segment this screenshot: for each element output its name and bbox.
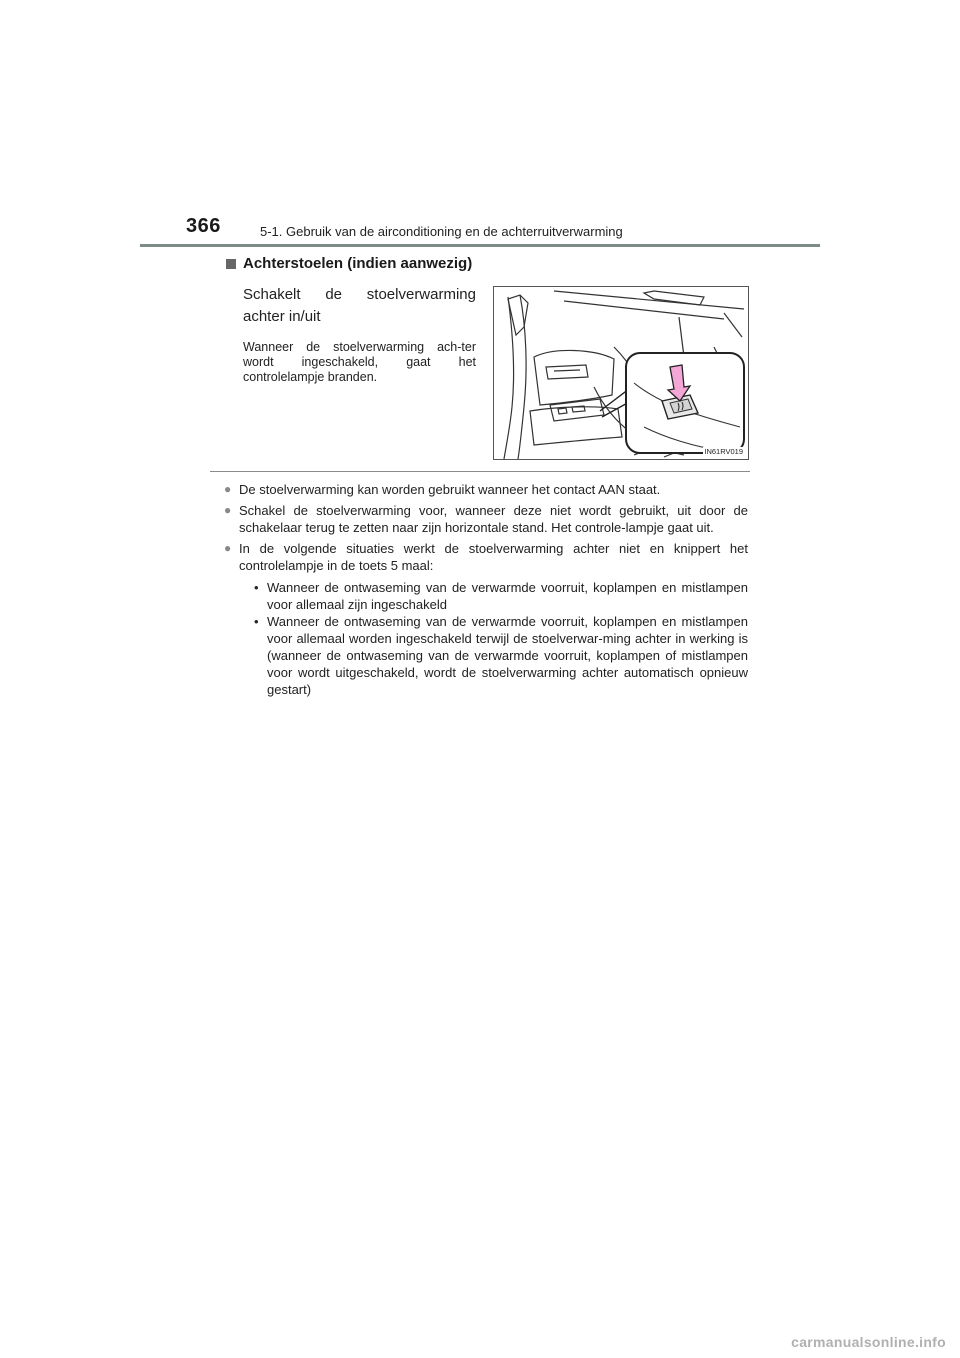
sub-item-text: Wanneer de ontwaseming van de verwarmde voorruit, koplampen en mistlampen voor allemaal worden ingeschakeld terwijl de stoelverwar-ming achter in werking is (wanneer de ontwaseming van de verwarmde voorruit, koplampen of mistlampen voor wordt uitgeschakeld, wordt de stoelverwarming achter automatisch opnieuw gestart) — [267, 614, 748, 697]
note-item — [224, 502, 748, 536]
sub-item-text: Wanneer de ontwaseming van de verwarmde voorruit, koplampen en mistlampen voor allemaal zijn ingeschakeld — [267, 580, 748, 612]
note-text: In de volgende situaties werkt de stoelverwarming achter niet en knippert het controlelampje in de toets 5 maal: — [239, 541, 748, 573]
bullet-icon: ● — [224, 503, 232, 517]
section-divider — [210, 471, 750, 472]
step-description: Wanneer de stoelverwarming ach-ter wordt ingeschakeld, gaat het controlelampje branden. — [243, 340, 476, 384]
page-number: 366 — [186, 215, 221, 237]
seat-heater-illustration — [493, 286, 749, 460]
note-item — [224, 481, 748, 498]
section-heading-text: Achterstoelen (indien aanwezig) — [243, 255, 473, 272]
section-heading — [226, 255, 472, 272]
sub-list-item — [254, 579, 748, 613]
note-item — [224, 540, 748, 698]
header-divider — [140, 244, 820, 247]
figure-code: IN61RV019 — [704, 447, 743, 456]
step-title: Schakelt de stoelverwarming achter in/uit — [243, 286, 476, 325]
sub-bullet-icon: • — [254, 614, 259, 629]
sub-list-item — [254, 613, 748, 698]
bullet-icon: ● — [224, 482, 232, 496]
sub-bullet-icon: • — [254, 580, 259, 595]
notes-list — [224, 481, 748, 702]
note-text: Schakel de stoelverwarming voor, wanneer deze niet wordt gebruikt, uit door de schakelaar terug te zetten naar zijn horizontale stand. Het controle-lampje gaat uit. — [239, 503, 748, 535]
watermark: carmanualsonline.info — [791, 1334, 946, 1350]
note-body — [239, 540, 748, 698]
square-icon — [226, 259, 236, 269]
bullet-icon: ● — [224, 541, 232, 555]
car-interior-drawing — [494, 287, 748, 459]
note-text: De stoelverwarming kan worden gebruikt wanneer het contact AAN staat. — [239, 482, 661, 497]
sub-list — [254, 579, 748, 698]
chapter-title: 5-1. Gebruik van de airconditioning en de achterruitverwarming — [260, 224, 623, 239]
